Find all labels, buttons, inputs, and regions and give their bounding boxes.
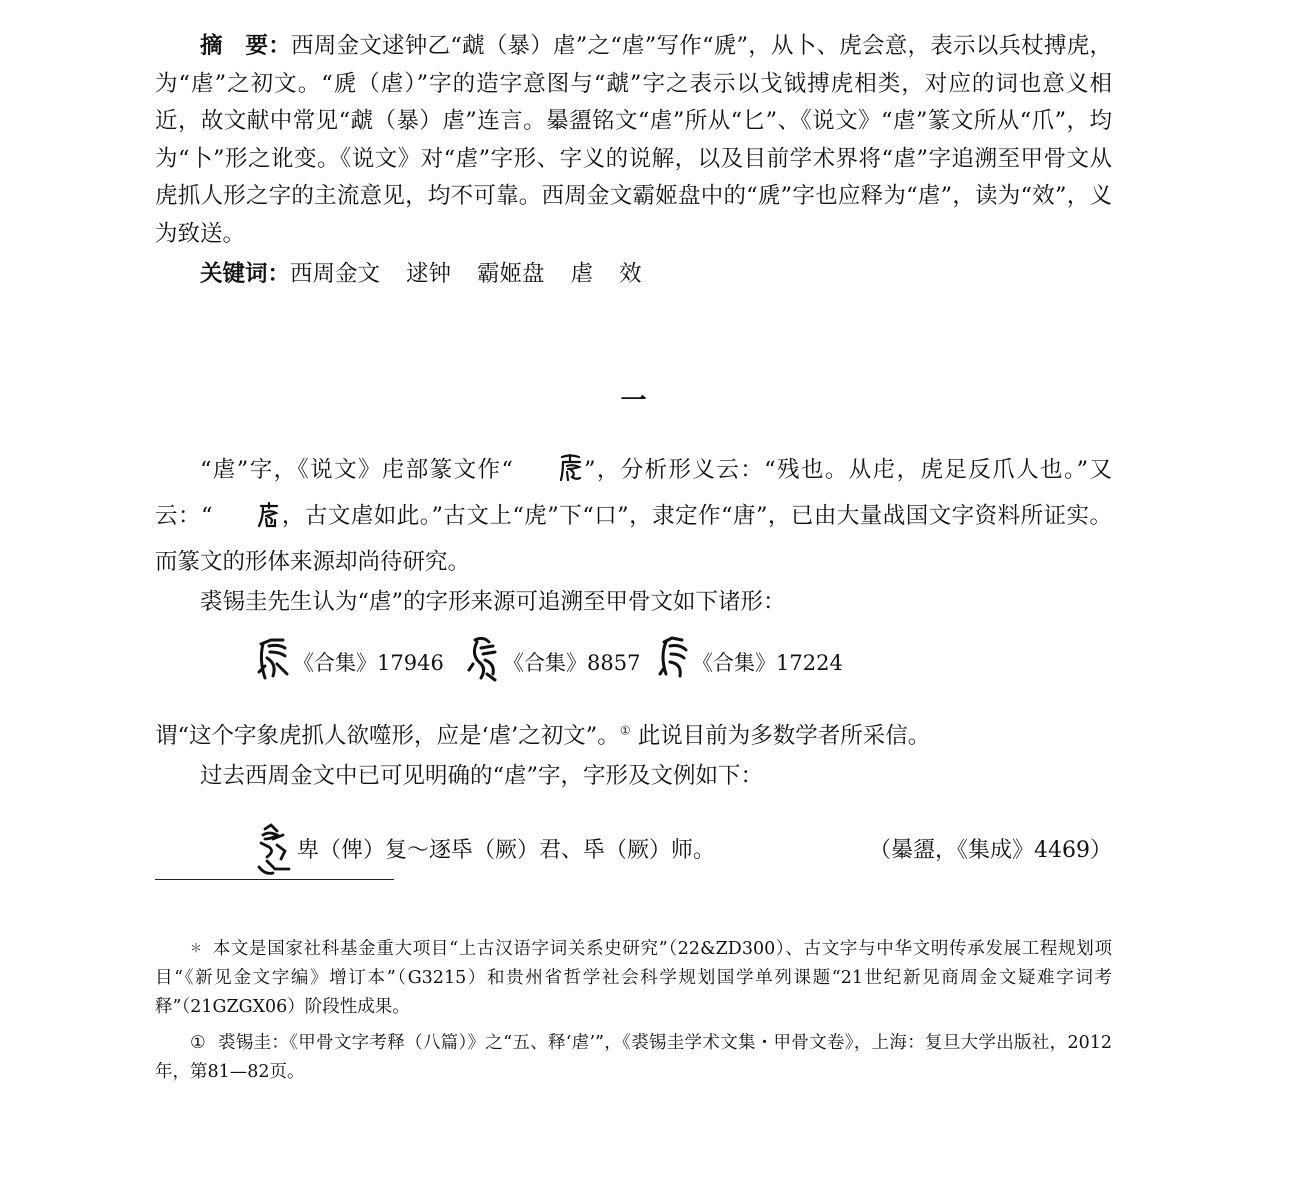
- ancient-script-glyph-image: [212, 501, 281, 542]
- paragraph-text: 谓“这个字象虎抓人欲噬形，应是‘虐’之初文”。: [155, 723, 620, 749]
- footnote-text: 本文是国家社科基金重大项目“上古汉语字词关系史研究”（22&ZD300）、古文字与中华文明传承发展工程规划项目“《新见金文字编》增订本”（G3215）和贵州省哲学社会科学规划国学单列课题“21世纪新见商周金文疑难字词考释”（21GZGX06）阶段性成果。: [155, 939, 1112, 1017]
- footnote-funding: [155, 934, 1112, 1022]
- keyword: 虐: [570, 261, 594, 287]
- paragraph-2: 裘锡圭先生认为“虐”的字形来源可追溯至甲骨文如下诸形：: [200, 589, 786, 615]
- inscription-text: 卑（俾）复～逐氒（厥）君、氒（厥）师。: [297, 838, 716, 863]
- oracle-form-item: [467, 634, 640, 687]
- footnotes: [155, 934, 1112, 1087]
- oracle-form-citation: 《合集》17224: [692, 651, 843, 675]
- oracle-form-item: [658, 634, 843, 687]
- footnote-mark: ①: [190, 1033, 206, 1053]
- oracle-glyph-image: [255, 634, 291, 687]
- footnote-mark: ＊: [190, 941, 203, 955]
- paragraph-3: [155, 716, 1112, 756]
- bronze-glyph-image: [255, 823, 293, 885]
- abstract: [155, 28, 1112, 253]
- oracle-glyph-image: [467, 634, 501, 687]
- abstract-label: 摘 要：: [200, 33, 291, 59]
- keyword: 霸姬盘: [477, 261, 545, 287]
- section-body: [155, 450, 1112, 622]
- oracle-form-citation: 《合集》17946: [293, 651, 444, 675]
- section-body-continued: [155, 716, 1112, 796]
- keywords: [155, 256, 1112, 294]
- oracle-form-item: [255, 634, 444, 687]
- oracle-glyph-image: [658, 634, 690, 687]
- paragraph-text: “虐”字，《说文》虍部篆文作“: [200, 457, 513, 483]
- article-page: [155, 28, 1113, 1082]
- keyword: 西周金文: [290, 261, 381, 287]
- keyword: 效: [619, 261, 642, 287]
- paragraph-text: ，古文虐如此。”古文上“虎”下“口”，隶定作“唐”，已由大量战国文字资料所证实。而篆文的形体来源却尚待研究。: [155, 503, 1112, 575]
- inscription-example: [255, 823, 1112, 883]
- keywords-label: 关键词：: [200, 261, 291, 287]
- paragraph-text: 此说目前为多数学者所采信。: [630, 723, 931, 749]
- section-number: 一: [620, 386, 647, 416]
- seal-script-glyph-image: [513, 453, 584, 496]
- paragraph-text: ”，分析形义云：“残也。从虍，虎足反爪人也。”又云：“: [155, 457, 1113, 529]
- paragraph-4: 过去西周金文中已可见明确的“虐”字，字形及文例如下：: [200, 763, 764, 789]
- inscription-source: （曓盨，《集成》4469）: [869, 838, 1112, 863]
- keyword: 逑钟: [406, 261, 452, 287]
- oracle-form-citation: 《合集》8857: [503, 651, 641, 675]
- footnote-divider: [155, 879, 394, 880]
- footnote-ref[interactable]: ①: [619, 723, 631, 738]
- abstract-text: 西周金文逑钟乙“虣（暴）虐”之“虐”写作“虒”，从卜、虎会意，表示以兵杖搏虎，为“虐”之初文。“虒（虐）”字的造字意图与“虣”字之表示以戈钺搏虎相类，对应的词也意义相近，故文献中常见“虣（暴）虐”连言。曓盨铭文“虐”所从“匕”、《说文》“虐”篆文所从“爪”，均为“卜”形之讹变。《说文》对“虐”字形、字义的说解，以及目前学术界将“虐”字追溯至甲骨文从虎抓人形之字的主流意见，均不可靠。西周金文霸姬盘中的“虒”字也应释为“虐”，读为“效”，义为致送。: [155, 33, 1112, 247]
- footnote-1: [155, 1029, 1112, 1087]
- paragraph-1: [155, 450, 1112, 582]
- footnote-text: 裘锡圭：《甲骨文字考释（八篇）》之“五、释‘虐’”，《裘锡圭学术文集・甲骨文卷》，上海：复旦大学出版社，2012年，第81—82页。: [155, 1033, 1112, 1082]
